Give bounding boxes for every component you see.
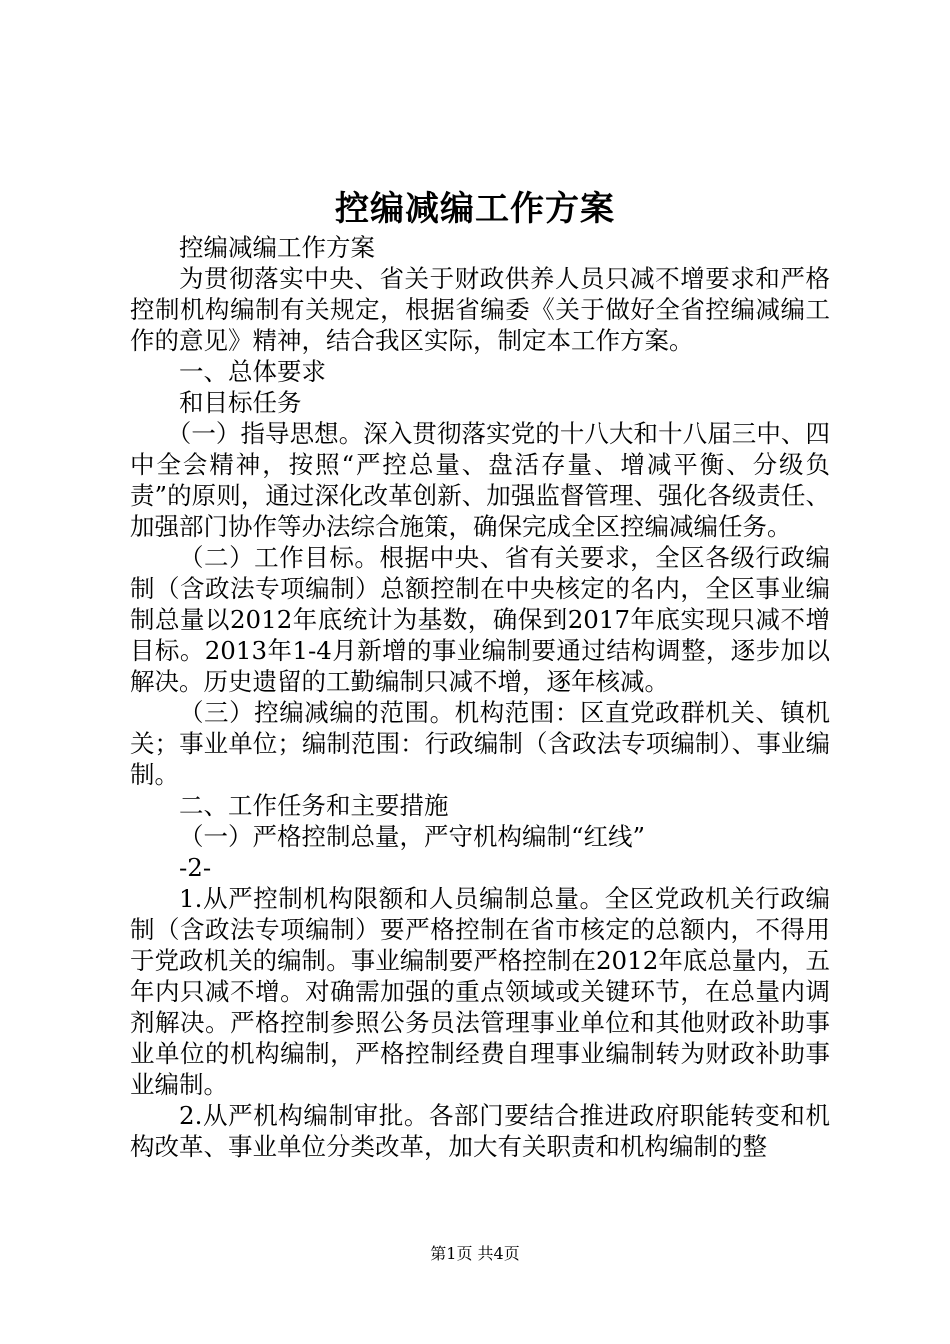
paragraph-work-goals: （二）工作目标。根据中央、省有关要求，全区各级行政编制（含政法专项编制）总额控制在中央核定的名内，全区事业编制总量以2012年底统计为基数，确保到2017年底实现只减不增目标。2013年1-4月新增的事业编制要通过结构调整，逐步加以解决。历史遗留的工勤编制只减不增，逐年核减。 bbox=[130, 543, 830, 696]
page-footer: 第1页 共4页 bbox=[430, 1244, 520, 1263]
inline-page-marker: -2- bbox=[179, 853, 212, 882]
heading-section-2: 二、工作任务和主要措施 bbox=[179, 791, 449, 820]
heading-subsection-2-1: （一）严格控制总量，严守机构编制“红线” bbox=[179, 822, 646, 851]
paragraph-subtitle: 控编减编工作方案 bbox=[179, 233, 375, 262]
paragraph-scope: （三）控编减编的范围。机构范围：区直党政群机关、镇机关；事业单位；编制范围：行政编制（含政法专项编制）、事业编制。 bbox=[130, 698, 830, 789]
document-title: 控编减编工作方案 bbox=[335, 189, 615, 229]
paragraph-intro: 为贯彻落实中央、省关于财政供养人员只减不增要求和严格控制机构编制有关规定，根据省编委《关于做好全省控编减编工作的意见》精神，结合我区实际，制定本工作方案。 bbox=[130, 264, 830, 355]
paragraph-item-1: 1.从严控制机构限额和人员编制总量。全区党政机关行政编制（含政法专项编制）要严格控制在省市核定的总额内，不得用于党政机关的编制。事业编制要严格控制在2012年底总量内，五年内只减不增。对确需加强的重点领域或关键环节，在总量内调剂解决。严格控制参照公务员法管理事业单位和其他财政补助事业单位的机构编制，严格控制经费自理事业编制转为财政补助事业编制。 bbox=[130, 884, 830, 1099]
heading-section-1: 一、总体要求 bbox=[179, 357, 326, 386]
document-body bbox=[130, 232, 830, 1162]
paragraph-guiding-thought: （一）指导思想。深入贯彻落实党的十八大和十八届三中、四中全会精神，按照“严控总量、盘活存量、增减平衡、分级负责”的原则，通过深化改革创新、加强监督管理、强化各级责任、加强部门协作等办法综合施策，确保完成全区控编减编任务。 bbox=[130, 419, 830, 541]
heading-section-1-continued: 和目标任务 bbox=[179, 388, 302, 417]
paragraph-item-2: 2.从严机构编制审批。各部门要结合推进政府职能转变和机构改革、事业单位分类改革，加大有关职责和机构编制的整 bbox=[130, 1101, 830, 1161]
